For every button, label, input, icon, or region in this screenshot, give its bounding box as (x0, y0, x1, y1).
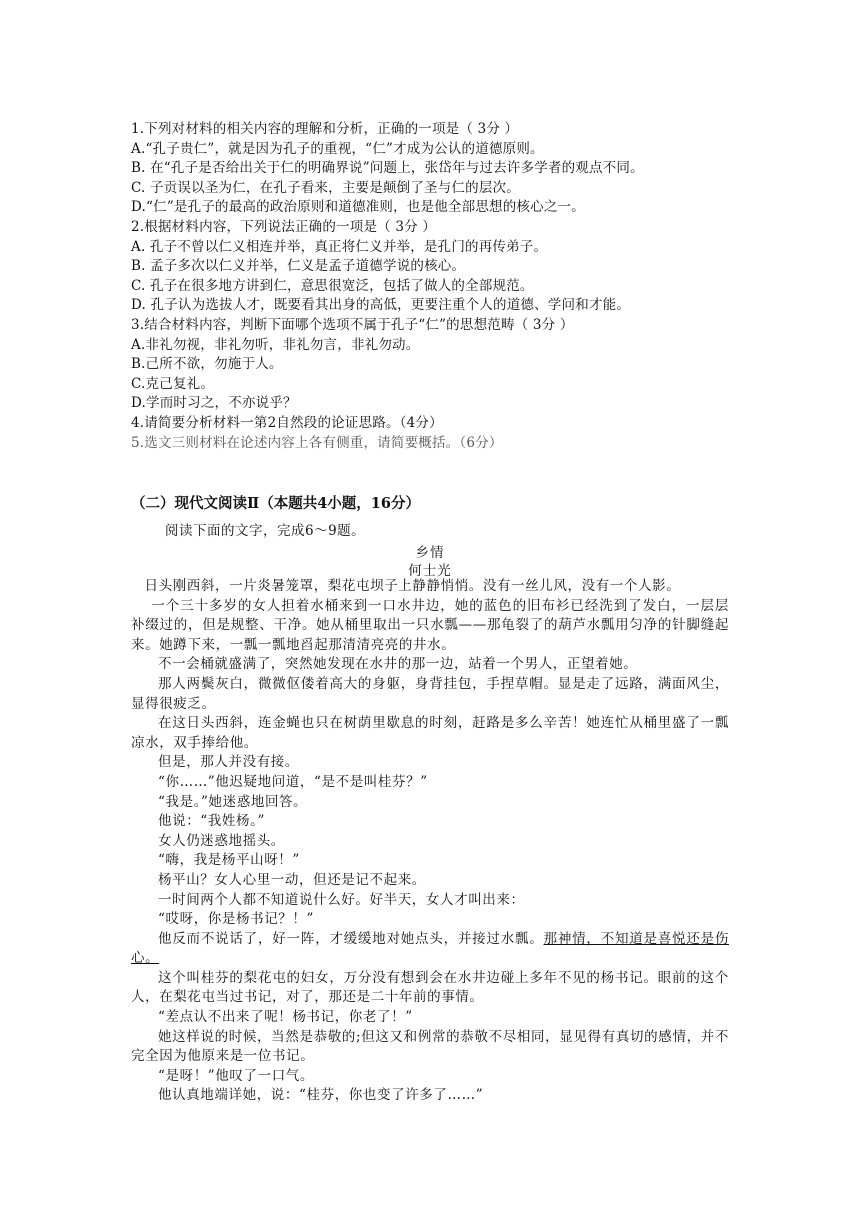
story-paragraph (131, 930, 729, 969)
paragraph-text: 杨平山？女人心里一动，但还是记不起来。 (158, 871, 426, 888)
reading-instruction: 阅读下面的文字，完成6～9题。 (165, 523, 366, 539)
question-line: 2.根据材料内容，下列说法正确的一项是（ 3分 ） (131, 218, 437, 235)
question-line: 3.结合材料内容，判断下面哪个选项不属于孔子“仁”的思想范畴（ 3分 ） (131, 316, 574, 333)
story-paragraph (131, 832, 729, 852)
story-paragraph (131, 577, 729, 597)
question-option: A. 孔子不曾以仁义相连并举，真正将仁义并举，是孔门的再传弟子。 (131, 238, 548, 255)
question-option: B.己所不欲，勿施于人。 (131, 356, 283, 373)
question-option: B. 在“孔子是否给出关于仁的明确界说”问题上，张岱年与过去许多学者的观点不同。 (131, 160, 644, 177)
paragraph-text: 这个叫桂芬的梨花屯的妇女，万分没有想到会在水井边碰上多年不见的杨书记。眼前的这个人，在梨花屯当过书记，对了，那还是二十年前的事情。 (131, 969, 729, 1006)
question-option: D.“仁”是孔子的最高的政治原则和道德准则，也是他全部思想的核心之一。 (131, 199, 585, 216)
story-author: 何士光 (408, 563, 452, 579)
paragraph-text: 一个三十多岁的女人担着水桶来到一口水井边，她的蓝色的旧布衫已经洗到了发白，一层层补缀过的，但是规整、干净。她从桶里取出一只水瓢——那龟裂了的葫芦水瓢用匀净的针脚缝起来。她蹲下来，一瓢一瓢地舀起那清清亮亮的井水。 (131, 597, 729, 653)
underlined-phrase: 那神情，不知道是喜悦还是伤心。 (131, 930, 729, 967)
question-option: B. 孟子多次以仁义并举，仁义是孟子道德学说的核心。 (131, 258, 466, 275)
story-paragraph (131, 1067, 729, 1087)
paragraph-text: 他说：“我姓杨。” (158, 813, 265, 830)
paragraph-text: “我是。”她迷惑地回答。 (158, 793, 308, 810)
story-paragraph (131, 969, 729, 1008)
paragraph-text: 不一会桶就盛满了，突然她发现在水井的那一边，站着一个男人，正望着她。 (158, 656, 638, 673)
story-title: 乡情 (415, 545, 445, 561)
question-line: 5.选文三则材料在论述内容上各有侧重，请简要概括。（6分） (131, 434, 503, 451)
story-paragraph (131, 891, 729, 911)
story-paragraph (131, 871, 729, 891)
story-paragraph (131, 851, 729, 871)
story-paragraph (131, 655, 729, 675)
paragraph-text: 一时间两个人都不知道说什么好。好半天，女人才叫出来： (158, 891, 525, 908)
story-paragraph (131, 793, 729, 813)
story-paragraph (131, 1008, 729, 1028)
story-paragraph (131, 675, 729, 714)
question-line: 1.下列对材料的相关内容的理解和分析，正确的一项是（ 3分 ） (131, 121, 519, 137)
question-option: C. 孔子在很多地方讲到仁，意思很宽泛，包括了做人的全部规范。 (131, 277, 534, 294)
question-option: D.学而时习之，不亦说乎？ (131, 395, 297, 412)
question-option: A.非礼勿视，非礼勿听，非礼勿言，非礼勿动。 (131, 336, 420, 353)
paragraph-text: “哎呀，你是杨书记？！” (158, 911, 315, 928)
paragraph-text: 他认真地端详她，说：“桂芬，你也变了许多了……” (158, 1087, 484, 1104)
paragraph-text: 在这日头西斜，连金蝇也只在树荫里歇息的时刻，赶路是多么辛苦！她连忙从桶里盛了一瓢凉水，双手捧给他。 (131, 715, 729, 751)
story-paragraph (131, 773, 729, 793)
paragraph-text: 但是，那人并没有接。 (158, 754, 299, 771)
question-option: C.克己复礼。 (131, 375, 215, 392)
story-paragraph (131, 1086, 729, 1106)
story-paragraph (131, 910, 729, 930)
paragraph-text: 女人仍迷惑地摇头。 (158, 832, 285, 849)
question-option: C. 子贡误以圣为仁，在孔子看来，主要是颠倒了圣与仁的层次。 (131, 179, 520, 196)
question-list (131, 120, 751, 453)
paragraph-text: “你……”他迟疑地问道，“是不是叫桂芬？” (158, 773, 428, 790)
paragraph-text: “是呀！”他叹了一口气。 (158, 1067, 315, 1084)
story-paragraph (131, 753, 729, 773)
story-paragraph (131, 1028, 729, 1067)
section-heading: （二）现代文阅读Ⅱ（本题共4小题，16分） (131, 495, 420, 512)
question-option: A.“孔子贵仁”，就是因为孔子的重视，“仁”才成为公认的道德原则。 (131, 140, 544, 157)
paragraph-text: “差点认不出来了呢！杨书记，你老了！” (158, 1009, 413, 1026)
paragraph-text: 那人两鬓灰白，微微伛偻着高大的身躯，身背挂包，手捏草帽。显是走了远路，满面风尘，显得很疲乏。 (131, 675, 729, 712)
question-option: D. 孔子认为选拔人才，既要看其出身的高低，更要注重个人的道德、学问和才能。 (131, 297, 631, 314)
story-paragraph (131, 714, 729, 753)
story-body (131, 577, 729, 1106)
paragraph-text: 日头刚西斜，一片炎暑笼罩，梨花屯坝子上静静悄悄。没有一丝儿风，没有一个人影。 (144, 578, 681, 594)
story-paragraph (131, 812, 729, 832)
paragraph-text: “嗨，我是杨平山呀！” (158, 852, 300, 869)
paragraph-text: 他反而不说话了，好一阵，才缓缓地对她点头，并接过水瓢。 (158, 930, 544, 947)
paragraph-text: 她这样说的时候，当然是恭敬的;但这又和例常的恭敬不尽相同，显见得有真切的感情，并不完全因为他原来是一位书记。 (131, 1028, 729, 1065)
question-line: 4.请简要分析材料一第2自然段的论证思路。（4分） (131, 414, 443, 431)
story-paragraph (131, 597, 729, 656)
